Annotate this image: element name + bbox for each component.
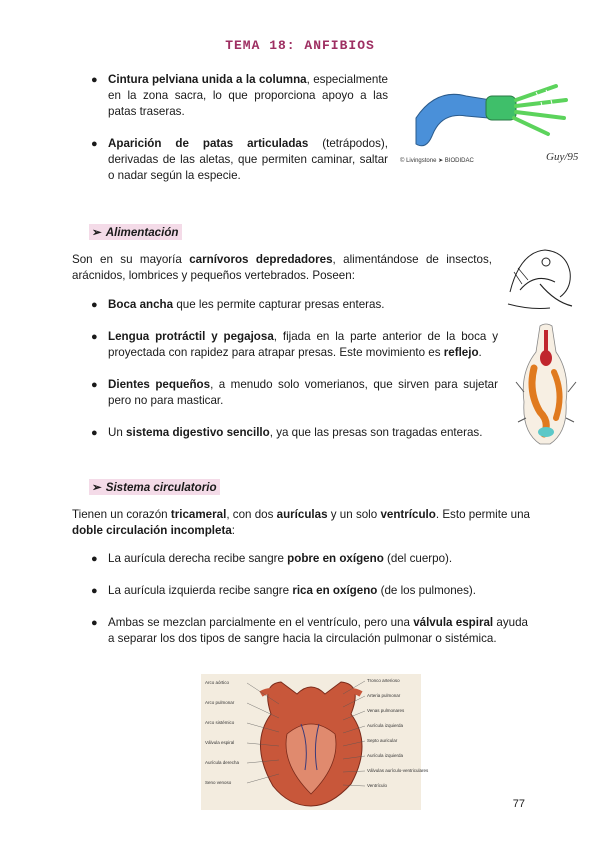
page-number: 77 <box>512 798 525 810</box>
bullet-text: La aurícula izquierda recibe sangre <box>108 584 293 597</box>
bullet-bold: Cintura pelviana unida a la columna <box>108 73 307 86</box>
circulatorio-intro <box>72 507 530 539</box>
bullet-bold: Boca ancha <box>108 298 174 311</box>
bullet-text: , ya que las presas son tragadas enteras. <box>269 426 483 439</box>
list-item <box>91 615 529 647</box>
bullet-text: que les permite capturar presas enteras. <box>173 298 385 311</box>
bullet-icon: ● <box>91 331 98 343</box>
list-item <box>91 72 388 120</box>
bullet-text: Un <box>108 426 127 439</box>
heart-label-right: Válvulas aurículo-ventriculares <box>367 768 429 773</box>
bullet-bold: Aparición de patas articuladas <box>108 137 309 150</box>
list-item <box>91 425 498 441</box>
bullet-text: , a menudo solo vomerianos, que sirven para sujetar pero no para masticar. <box>108 378 498 407</box>
bullet-icon: ● <box>91 138 98 150</box>
bullet-icon: ● <box>91 427 98 439</box>
bullet-text: (tetrápodos), derivadas de las aletas, que permiten caminar, saltar o nadar según la especie. <box>108 137 388 182</box>
list-item <box>91 377 498 409</box>
text: , con dos <box>226 508 277 521</box>
heart-label-left: Arco pulmonar <box>205 700 235 705</box>
heart-label-left: Arco aórtico <box>205 680 230 685</box>
list-item <box>91 583 528 599</box>
text: : <box>231 524 236 537</box>
list-item <box>91 136 388 184</box>
bullet-icon: ● <box>91 379 98 391</box>
bullet-bold: válvula espiral <box>413 616 494 629</box>
heart-label-left: Aurícula derecha <box>205 760 240 765</box>
heart-illustration <box>201 674 429 810</box>
limb-skeleton-illustration <box>396 78 590 168</box>
bullet-text: , fijada en la parte anterior de la boca y proyectada con rapidez para atrapar presas. Este movimiento es <box>108 330 498 359</box>
bullet-text: La aurícula derecha recibe sangre <box>108 552 288 565</box>
bullet-bold: reflejo <box>443 346 479 359</box>
text-bold: tricameral <box>170 508 227 521</box>
section-label-alimentacion <box>89 224 182 240</box>
section-label-text: Sistema circulatorio <box>105 481 217 494</box>
bullet-bold: pobre en oxígeno <box>287 552 384 565</box>
arrow-icon: ➢ <box>92 481 102 494</box>
bullet-icon: ● <box>91 299 98 311</box>
heart-label-right: Aurícula izquierda <box>367 753 404 758</box>
alimentacion-intro <box>72 252 492 284</box>
section-label-text: Alimentación <box>105 226 179 239</box>
bullet-icon: ● <box>91 553 98 565</box>
text: y un solo <box>327 508 381 521</box>
text-bold: carnívoros depredadores <box>189 253 333 266</box>
heart-diagram <box>201 674 429 810</box>
heart-label-right: Ventrículo <box>367 783 388 788</box>
heart-label-right: Venas pulmonares <box>367 708 405 713</box>
artist-signature: Guy/95 <box>546 151 579 163</box>
heart-label-left: Seno venoso <box>205 780 232 785</box>
bullet-text: ayuda a separar los dos tipos de sangre hacia la circulación pulmonar o sistémica. <box>108 616 529 645</box>
list-item <box>91 329 498 361</box>
bullet-text: (del cuerpo). <box>383 552 453 565</box>
section-label-circulatorio <box>89 479 220 495</box>
bullet-bold: Lengua protráctil y pegajosa <box>108 330 274 343</box>
figure-caption: © Livingstone ➤ BIODIDAC <box>400 158 474 164</box>
bullet-icon: ● <box>91 617 98 629</box>
bullet-text: , especialmente en la zona sacra, lo que proporciona apoyo a las patas traseras. <box>108 73 388 118</box>
page-title: TEMA 18: ANFIBIOS <box>225 38 375 53</box>
text: , alimentándose de insectos, arácnidos, lombrices y pequeños vertebrados. Poseen: <box>72 253 492 282</box>
frog-digestive-illustration <box>510 322 582 448</box>
bullet-bold: Dientes pequeños <box>108 378 211 391</box>
text-bold: ventrículo <box>380 508 436 521</box>
text-bold: aurículas <box>276 508 328 521</box>
heart-label-left: Arco sistémico <box>205 720 235 725</box>
heart-label-left: Válvula espiral <box>205 740 235 745</box>
heart-label-right: Arteria pulmonar <box>367 693 401 698</box>
frog-tongue-sketch <box>500 242 580 314</box>
text: . Esto permite una <box>435 508 530 521</box>
list-item <box>91 551 528 567</box>
list-item <box>91 297 498 313</box>
bullet-text: . <box>478 346 482 359</box>
bullet-icon: ● <box>91 585 98 597</box>
heart-label-right: Septo auricular <box>367 738 398 743</box>
arrow-icon: ➢ <box>92 226 102 239</box>
bullet-text: (de los pulmones). <box>377 584 476 597</box>
text-bold: doble circulación incompleta <box>72 524 232 537</box>
heart-label-right: Tronco arterioso <box>367 678 400 683</box>
bullet-icon: ● <box>91 74 98 86</box>
heart-label-right: Aurícula izquierda <box>367 723 404 728</box>
bullet-bold: rica en oxígeno <box>292 584 378 597</box>
bullet-text: Ambas se mezclan parcialmente en el ventrículo, pero una <box>108 616 414 629</box>
bullet-bold: sistema digestivo sencillo <box>126 426 270 439</box>
skeleton-figure <box>396 78 590 168</box>
text: Tienen un corazón <box>72 508 171 521</box>
text: Son en su mayoría <box>72 253 190 266</box>
